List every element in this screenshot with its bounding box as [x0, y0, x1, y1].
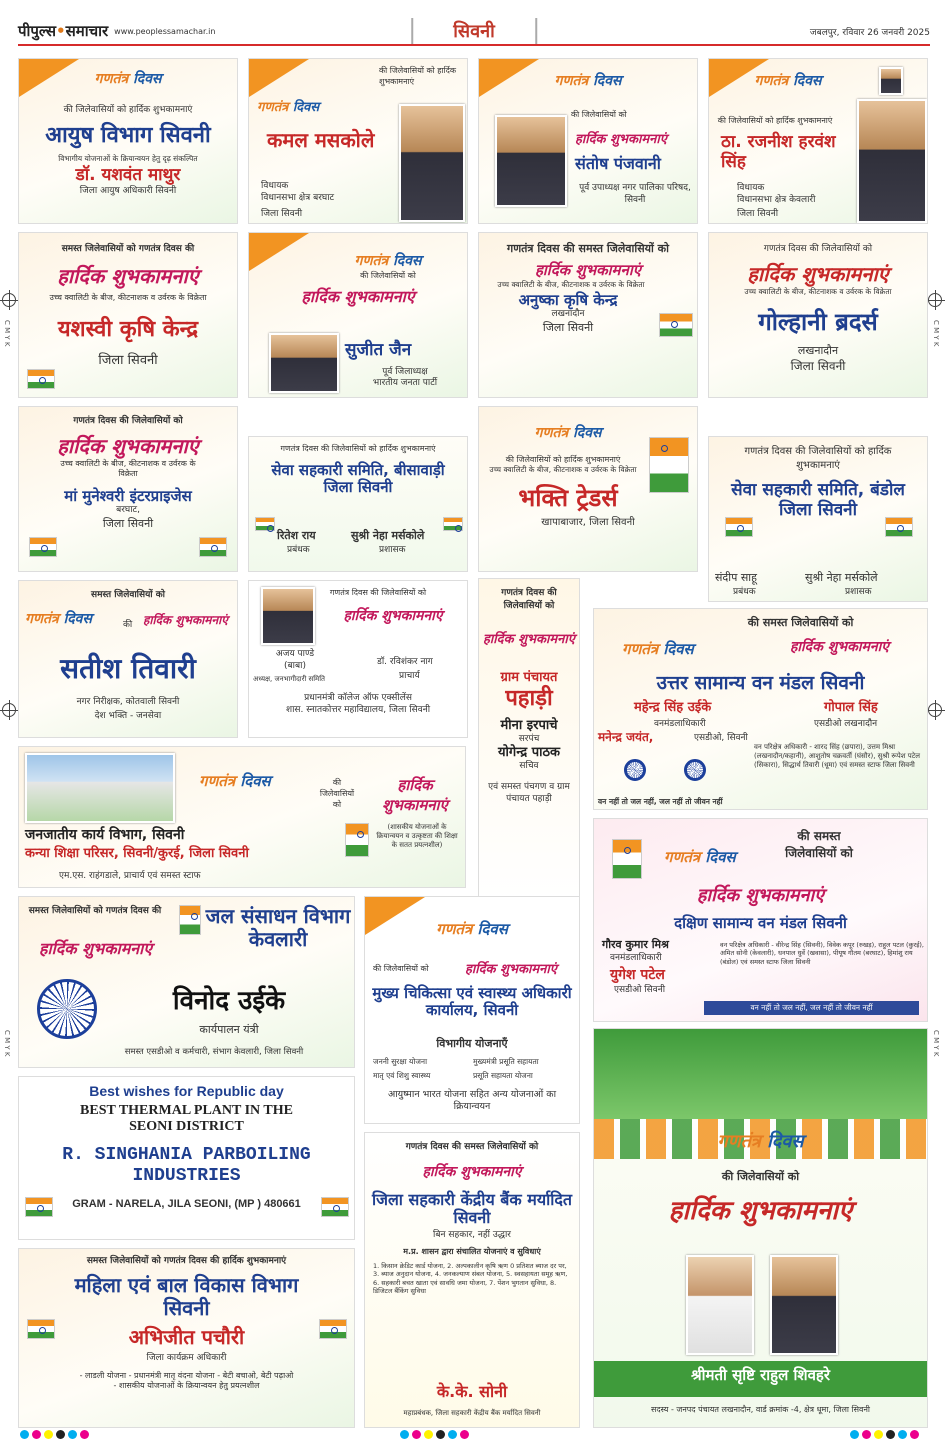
person-designation: जिला कार्यक्रम अधिकारी [146, 1353, 227, 1363]
wishes-text: हार्दिक शुभकामनाएं [382, 776, 448, 814]
designation: विधायक [737, 183, 765, 193]
ad-seva-sahkari-bandol[interactable] [708, 436, 928, 602]
flag-icon [443, 517, 463, 531]
logo-word-2: दिवस [793, 73, 822, 89]
person-name: संतोष पंजवानी [575, 154, 661, 173]
person-photo [770, 1255, 838, 1355]
ad-maa-muneshwari[interactable] [18, 406, 238, 572]
ashoka-chakra-icon [37, 979, 97, 1039]
logo-word-2: दिवस [63, 611, 92, 627]
district: जिला सिवनी [261, 209, 303, 219]
logo-word-1: गणतंत्र [257, 100, 289, 115]
greeting-line: गणतंत्र दिवस की जिलेवासियों को [329, 588, 427, 597]
advertiser-name: दक्षिण सामान्य वन मंडल सिवनी [674, 914, 847, 932]
logo-word-1: गणतंत्र [534, 425, 569, 441]
person-3-name: मनेन्द्र जयंत, [598, 730, 654, 744]
logo-word-1: गणतंत्र [554, 73, 589, 89]
person-2-role: प्रशासक [845, 587, 872, 597]
advertiser-name: मां मुनेश्वरी इंटरप्राइजेस [64, 486, 192, 505]
ad-janjatiya-karya-vibhag[interactable] [18, 746, 466, 888]
greeting-line: की जिलेवासियों को [721, 1170, 800, 1183]
person-designation: सदस्य - जनपद पंचायत लखनादौन, वार्ड क्रमांक -4, क्षेत्र धूमा, जिला सिवनी [651, 1405, 870, 1414]
person-designation: कार्यपालन यंत्री [199, 1023, 259, 1036]
greeting-line: की समस्त जिलेवासियों को [747, 616, 854, 629]
institution-line-2: शास. स्नातकोत्तर महाविद्यालय, जिला सिवनी [285, 705, 431, 715]
person-1-nickname: (बाबा) [284, 661, 306, 671]
tricolor-corner [19, 59, 79, 97]
greeting-line: की जिलेवासियों को [319, 778, 355, 809]
logo-word-1: गणतंत्र [717, 1131, 761, 1152]
logo-word-2: दिवस [292, 100, 320, 115]
republic-day-logo [622, 639, 694, 659]
greeting-line: गणतंत्र दिवस की जिलेवासियों को [73, 416, 183, 426]
wishes-text: हार्दिक शुभकामनाएं [747, 262, 889, 286]
tagline: उच्च क्वालिटी के बीज, कीटनाशक व उर्वरक के विक्रेता [49, 293, 207, 302]
note: (शासकीय योजनाओं के क्रियान्वयन व उत्कृष्टता की शिक्षा के सतत प्रयत्नशील) [376, 823, 458, 850]
schemes-list: 1. किसान क्रेडिट कार्ड योजना, 2. अल्पकालीन कृषि ऋण 0 प्रतिशत ब्याज दर पर, 3. ब्याज अनुदान योजना, 4. जनकल्याण संबल योजना, 5. स्वसहायता समूह ऋण, 6. सहकारी बचत खाता एवं सावधि जमा योजना, 7. पेंशन भुगतान सुविधा, 8. डिजिटल बैंकिंग सुविधा [373, 1261, 568, 1296]
ad-district-coop-bank[interactable] [364, 1132, 580, 1428]
registration-mark-icon [2, 703, 16, 717]
greeting-line: गणतंत्र दिवस की जिलेवासियों को [501, 588, 557, 611]
green-banner [594, 1029, 927, 1119]
greeting-line: समस्त जिलेवासियों को गणतंत्र दिवस की [28, 906, 162, 916]
schemes-heading: म.प्र. शासन द्वारा संचालित योजनाएं व सुविधाएं [403, 1247, 541, 1257]
wishes-text: हार्दिक शुभकामनाएं [422, 1164, 522, 1180]
person-2-designation: प्राचार्य [399, 671, 420, 681]
republic-day-logo [664, 847, 736, 867]
tagline: उच्च क्वालिटी के बीज, कीटनाशक व उर्वरक के विक्रेता [744, 287, 892, 296]
district: जिला सिवनी [98, 352, 158, 368]
brand-part-2: समाचार [65, 22, 109, 40]
person-2-name: गोपाल सिंह [824, 700, 878, 715]
place: लखनादौन [551, 309, 585, 319]
sachiv-name: योगेन्द्र पाठक [498, 744, 560, 760]
person-1-role: प्रबंधक [287, 545, 310, 555]
wishes-text: हार्दिक शुभकामनाएं [57, 434, 199, 458]
ad-yashasvi-krishi[interactable] [18, 232, 238, 398]
person-1-name: संदीप साहू [715, 571, 757, 584]
cmyk-side-mark: C M Y K [3, 1030, 11, 1057]
greeting-line: गणतंत्र दिवस की समस्त जिलेवासियों को [405, 1142, 539, 1152]
logo-word-1: गणतंत्र [754, 73, 789, 89]
flag-icon [27, 369, 55, 389]
person-1-designation: अध्यक्ष, जनभागीदारी समिति [253, 675, 326, 683]
person-photo [495, 115, 567, 207]
person-1-role: प्रबंधक [733, 587, 756, 597]
advertiser-name: मुख्य चिकित्सा एवं स्वास्थ्य अधिकारी कार्यालय, सिवनी [372, 984, 572, 1020]
flag-icon [179, 905, 201, 935]
wishes-text: हार्दिक शुभकामनाएं [696, 885, 825, 906]
district: जिला सिवनी [737, 209, 779, 219]
logo-word-1: गणतंत्र [622, 640, 659, 658]
district: जिला सिवनी [790, 358, 846, 373]
republic-day-logo [257, 97, 319, 115]
slogan: वन नहीं तो जल नहीं, जल नहीं तो जीवन नहीं [704, 1001, 919, 1015]
footer-text: आयुष्मान भारत योजना सहित अन्य योजनाओं का क्रियान्वयन [387, 1089, 557, 1113]
person-designation: जिला आयुष अधिकारी सिवनी [79, 185, 177, 196]
commitment-line: - शासकीय योजनाओं के क्रियान्वयन हेतु प्रयत्नशील [113, 1381, 260, 1391]
advertiser-name: भक्ति ट्रेडर्स [518, 483, 618, 512]
place: लखनादौन [797, 344, 839, 358]
person-1-role: वनमंडलाधिकारी [610, 953, 662, 963]
page-header [18, 18, 930, 46]
person-photo [857, 99, 927, 223]
greeting-line: की जिलेवासियों को हार्दिक शुभकामनाएं [505, 455, 621, 464]
logo-word-2: दिवस [573, 425, 602, 441]
person-3-role: एसडीओ, सिवनी [694, 733, 748, 743]
small-portrait-photo [879, 67, 903, 95]
cmyk-side-mark: C M Y K [932, 1030, 940, 1057]
schemes-heading: विभागीय योजनाएँ [436, 1037, 508, 1050]
subtitle: BEST THERMAL PLANT IN THE SEONI DISTRICT [80, 1103, 293, 1134]
republic-day-logo [309, 251, 467, 270]
ad-ayush-vibhag[interactable] [18, 58, 238, 224]
color-bar [20, 1430, 89, 1439]
ad-srishti-shivhare[interactable] [593, 1028, 928, 1428]
flag-icon [612, 839, 642, 879]
ad-kamal-maskole[interactable] [248, 58, 468, 224]
ad-rajnish-harvansh-singh[interactable] [708, 58, 928, 224]
sarpanch-name: मीना इरपाचे [500, 718, 558, 734]
ad-singhania-parboiling[interactable] [18, 1076, 355, 1240]
ad-college-excellence[interactable] [248, 580, 468, 738]
flag-icon [321, 1197, 349, 1217]
edition-date: जबलपुर, रविवार 26 जनवरी 2025 [809, 27, 930, 38]
site-url[interactable]: www.peoplessamachar.in [114, 26, 216, 36]
wishes-text: हार्दिक शुभकामनाएं [575, 132, 667, 147]
wishes-text: हार्दिक शुभकामनाएं [790, 639, 889, 655]
tagline: उच्च क्वालिटी के बीज, कीटनाशक व उर्वरक के विक्रेता [489, 465, 637, 474]
ad-north-forest-division[interactable] [593, 608, 928, 810]
person-name: श्रीमती सृष्टि राहुल शिवहरे [690, 1366, 831, 1384]
advertiser-name: आयुष विभाग सिवनी [45, 123, 211, 148]
greeting-line: की जिलेवासियों को [373, 964, 429, 973]
advertiser-name: यशस्वी कृषि केन्द्र [57, 317, 199, 343]
greeting-line: गणतंत्र दिवस की जिलेवासियों को हार्दिक शुभकामनाएं [280, 444, 436, 453]
person-2-name: युगेश पटेल [610, 967, 665, 983]
place: बरघाट, [116, 505, 140, 516]
ashoka-chakra-icon [624, 759, 646, 781]
scheme-3: मातृ एवं शिशु स्वास्थ्य [373, 1071, 431, 1080]
greeting-connector: की [123, 620, 133, 630]
brand-part-1: पीपुल्स [18, 22, 57, 40]
constituency: विधानसभा क्षेत्र बरघाट [261, 193, 335, 203]
place: खापाबाजार, जिला सिवनी [541, 517, 635, 529]
sarpanch-role: सरपंच [518, 734, 540, 745]
logo-word-2: दिवस [133, 71, 162, 87]
flag-icon [885, 517, 913, 537]
tagline: उच्च क्वालिटी के बीज, कीटनाशक व उर्वरक के विक्रेता [60, 459, 196, 479]
logo-word-2: दिवस [393, 253, 422, 269]
tagline: Best wishes for Republic day [89, 1083, 284, 1099]
advertiser-name: महिला एवं बाल विकास विभाग सिवनी [74, 1273, 299, 1320]
logo-word-2: दिवस [705, 848, 736, 866]
address: GRAM - NARELA, JILA SEONI, (MP ) 480661 [72, 1198, 301, 1211]
wishes-text: हार्दिक शुभकामनाएं [534, 261, 642, 279]
person-name: सतीश तिवारी [60, 652, 196, 685]
panchayat-name: पहाड़ी [505, 685, 553, 711]
flag-icon [25, 1197, 53, 1217]
motto: देश भक्ति - जनसेवा [94, 711, 162, 721]
greeting-line: की समस्त जिलेवासियों को [785, 829, 853, 860]
person-designation: नगर निरीक्षक, कोतवाली सिवनी [76, 697, 180, 707]
person-name: डॉ. यशवंत माथुर [75, 165, 181, 186]
logo-word-2: दिवस [767, 1131, 804, 1152]
scheme-1: जननी सुरक्षा योजना [373, 1057, 428, 1066]
greeting-line: की जिलेवासियों को [571, 110, 627, 119]
advertiser-name: जल संसाधन विभाग केवलारी [205, 904, 351, 951]
footer-text: समस्त एसडीओ व कर्मचारी, संभाग केवलारी, जिला सिवनी [124, 1047, 304, 1057]
person-name: ठा. रजनीश हरवंश सिंह [721, 132, 836, 172]
staff-list: वन परिक्षेत्र अधिकारी - शारद सिंह (छपारा), उत्तम मिश्रा (लखनादौन/कहानी), आशुतोष चक्रवर्ती (घंसौर), सुश्री रूपेश पटेल (सिकारा), सिद्धार्थ तिवारी (धूमा) एवं समस्त स्टाफ जिला सिवनी [754, 743, 921, 770]
person-2-role: एसडीओ सिवनी [614, 985, 666, 995]
schemes-line: - लाडली योजना - प्रधानमंत्री मातृ वंदना योजना - बेटी बचाओ, बेटी पढ़ाओ [79, 1370, 294, 1380]
person-1-name: रितेश राय [277, 529, 316, 542]
school-building-photo [25, 753, 175, 823]
greeting-line: की जिलेवासियों को हार्दिक शुभकामनाएं [63, 105, 193, 115]
color-bar [850, 1430, 919, 1439]
party: भारतीय जनता पार्टी [372, 378, 438, 388]
greeting-line: समस्त जिलेवासियों को गणतंत्र दिवस की हार्दिक शुभकामनाएं [86, 1256, 287, 1266]
flag-icon [649, 437, 689, 493]
tricolor-corner [249, 59, 309, 97]
wishes-text: हार्दिक शुभकामनाएं [483, 632, 575, 647]
registration-mark-icon [2, 293, 16, 307]
ad-satish-tiwari[interactable] [18, 580, 238, 738]
person-2-role: प्रशासक [379, 545, 406, 555]
tagline: विभागीय योजनाओं के क्रियान्वयन हेतु दृढ़ संकल्पित [58, 154, 198, 164]
logo-word-1: गणतंत्र [664, 848, 701, 866]
greeting-line: समस्त जिलेवासियों को गणतंत्र दिवस की [61, 244, 195, 254]
ad-sujeet-jain[interactable] [248, 232, 468, 398]
district: जिला सिवनी [778, 499, 858, 520]
ad-golhani-brothers[interactable] [708, 232, 928, 398]
wishes-text: हार्दिक शुभकामनाएं [301, 287, 415, 306]
wishes-text: हार्दिक शुभकामनाएं [465, 962, 557, 977]
logo-word-2: दिवस [240, 772, 271, 790]
advertiser-name: सेवा सहकारी समिति, बंडोल [731, 480, 905, 500]
tagline: बिन सहकार, नहीं उद्धार [433, 1229, 511, 1240]
ad-bhakti-traders[interactable] [478, 406, 698, 572]
footer-text: एवं समस्त पंचगण व ग्राम पंचायत पहाड़ी [488, 782, 570, 805]
flag-icon [199, 537, 227, 557]
person-photo [686, 1255, 754, 1355]
person-name: के.के. सोनी [436, 1382, 508, 1401]
institution-line-1: प्रधानमंत्री कॉलेज ऑफ एक्सीलेंस [304, 693, 412, 703]
person-2-role: एसडीओ लखनादौन [814, 719, 878, 729]
republic-day-logo [594, 1129, 927, 1153]
advertiser-name: जनजातीय कार्य विभाग, सिवनी [25, 827, 185, 843]
designation: विधायक [261, 181, 289, 191]
person-1-name: महेन्द्र सिंह उईके [634, 700, 712, 715]
logo-word-2: दिवस [663, 640, 694, 658]
greeting-line: समस्त जिलेवासियों को [90, 590, 166, 600]
republic-day-logo [25, 609, 92, 628]
greeting-line: गणतंत्र दिवस की समस्त जिलेवासियों को [507, 242, 669, 255]
designation: पूर्व जिलाध्यक्ष [382, 367, 428, 377]
logo-word-2: दिवस [477, 920, 508, 938]
tagline: उच्च क्वालिटी के बीज, कीटनाशक व उर्वरक के विक्रेता [497, 280, 645, 289]
scheme-4: प्रसूति सहायता योजना [473, 1071, 533, 1080]
cmyk-side-mark: C M Y K [932, 320, 940, 347]
advertiser-name: अनुष्का कृषि केन्द्र [518, 290, 618, 309]
ad-jal-sansadhan[interactable] [18, 896, 355, 1068]
flag-icon [659, 313, 693, 337]
ad-gram-panchayat-pahadi[interactable] [478, 578, 580, 900]
greeting-line: गणतंत्र दिवस की जिलेवासियों को हार्दिक शुभकामनाएं [744, 446, 892, 471]
logo-word-1: गणतंत्र [94, 71, 129, 87]
flag-icon [319, 1319, 347, 1339]
flag-icon [29, 537, 57, 557]
person-photo [269, 333, 339, 393]
advertiser-name: उत्तर सामान्य वन मंडल सिवनी [656, 672, 865, 694]
staff-list: वन परिक्षेत्र अधिकारी - वीरेन्द्र सिंह (सिवनी), विवेक कपूर (रुखड़), राहुल पटल (कुरई), अमित सोनी (केवलारी), धनपाल धुर्वे (खवासा), पीयूष गौतम (बरघाट), हिमांशु राय (बंडोल) एवं समस्त स्टाफ जिला सिवनी [720, 941, 924, 966]
district: जिला सिवनी [102, 516, 154, 530]
person-name: अभिजीत पचौरी [128, 1325, 245, 1349]
tricolor-corner [365, 897, 425, 935]
person-photo [399, 104, 465, 222]
ashoka-chakra-icon [684, 759, 706, 781]
person-name: सुजीत जैन [345, 340, 412, 360]
person-designation: पूर्व उपाध्यक्ष नगर पालिका परिषद, सिवनी [579, 183, 691, 205]
district: जिला सिवनी [542, 320, 594, 334]
advertiser-name: गोल्हानी ब्रदर्स [758, 307, 878, 336]
greeting-line: की जिलेवासियों को [360, 271, 416, 280]
ad-south-forest-division[interactable] [593, 818, 928, 1022]
wishes-text: हार्दिक शुभकामनाएं [143, 613, 228, 627]
institution-name: कन्या शिक्षा परिसर, सिवनी/कुरई, जिला सिवनी [25, 846, 249, 861]
logo-word-2: दिवस [593, 73, 622, 89]
ad-anushka-krishi[interactable] [478, 232, 698, 398]
registration-mark-icon [928, 293, 942, 307]
flag-icon [27, 1319, 55, 1339]
logo-word-1: गणतंत्र [436, 920, 473, 938]
person-1-role: वनमंडलाधिकारी [654, 719, 706, 729]
logo-word-1: गणतंत्र [25, 611, 59, 627]
person-1-name: गौरव कुमार मिश्र [602, 938, 669, 951]
tricolor-corner [479, 59, 539, 97]
color-bar [400, 1430, 469, 1439]
greeting-line: की जिलेवासियों को हार्दिक शुभकामनाएं [379, 66, 456, 86]
sachiv-role: सचिव [519, 760, 539, 771]
ad-santosh-panjwani[interactable] [478, 58, 698, 224]
person-designation: महाप्रबंधक, जिला सहकारी केंद्रीय बैंक मर्यादित सिवनी [403, 1409, 541, 1417]
person-name: विनोद उईके [172, 986, 286, 1016]
cmyk-side-mark: C M Y K [3, 320, 11, 347]
person-name: कमल मसकोले [267, 128, 375, 152]
tricolor-corner [709, 59, 769, 97]
flag-icon [255, 517, 275, 531]
person-2-name: सुश्री नेहा मर्सकोले [351, 529, 425, 542]
flag-icon [345, 823, 369, 857]
ad-mahila-bal-vikas[interactable] [18, 1248, 355, 1428]
advertiser-name: जिला सहकारी केंद्रीय बैंक मर्यादित सिवनी [371, 1190, 573, 1228]
masthead-logo[interactable] [18, 21, 108, 41]
section-title: सिवनी [411, 18, 537, 44]
tricolor-corner [249, 233, 309, 271]
slogan: वन नहीं तो जल नहीं, जल नहीं तो जीवन नहीं [598, 797, 723, 806]
greeting-line: गणतंत्र दिवस की जिलेवासियों को [763, 244, 873, 254]
advertiser-name: R. SINGHANIA PARBOILING INDUSTRIES [62, 1145, 311, 1186]
staff-line: एम.एस. राहंगडाले, प्राचार्य एवं समस्त स्टाफ [59, 871, 201, 881]
greeting-line: की जिलेवासियों को हार्दिक शुभकामनाएं [717, 116, 833, 125]
republic-day-logo [199, 771, 271, 791]
logo-word-1: गणतंत्र [199, 772, 236, 790]
logo-word-1: गणतंत्र [354, 253, 389, 269]
wishes-text: हार्दिक शुभकामनाएं [57, 264, 199, 288]
person-photo [261, 587, 315, 645]
wishes-text: हार्दिक शुभकामनाएं [39, 939, 153, 958]
brand-dot: • [56, 22, 66, 40]
person-2-name: सुश्री नेहा मर्सकोले [805, 571, 878, 584]
panchayat-label: ग्राम पंचायत [500, 670, 558, 685]
registration-mark-icon [928, 703, 942, 717]
person-2-name: डॉ. रविशंकर नाग [377, 657, 433, 667]
wishes-text: हार्दिक शुभकामनाएं [668, 1196, 853, 1226]
ad-cmho-office[interactable] [364, 896, 580, 1124]
constituency: विधानसभा क्षेत्र केवलारी [737, 195, 816, 205]
person-1-name: अजय पाण्डे [275, 649, 315, 659]
flag-icon [725, 517, 753, 537]
ad-seva-sahkari-bisawadi[interactable] [248, 436, 468, 572]
advertiser-name: सेवा सहकारी समिति, बीसावाड़ी [271, 461, 445, 479]
district: जिला सिवनी [323, 478, 393, 497]
scheme-2: मुख्यमंत्री प्रसूति सहायता [473, 1057, 539, 1066]
wishes-text: हार्दिक शुभकामनाएं [343, 608, 443, 624]
